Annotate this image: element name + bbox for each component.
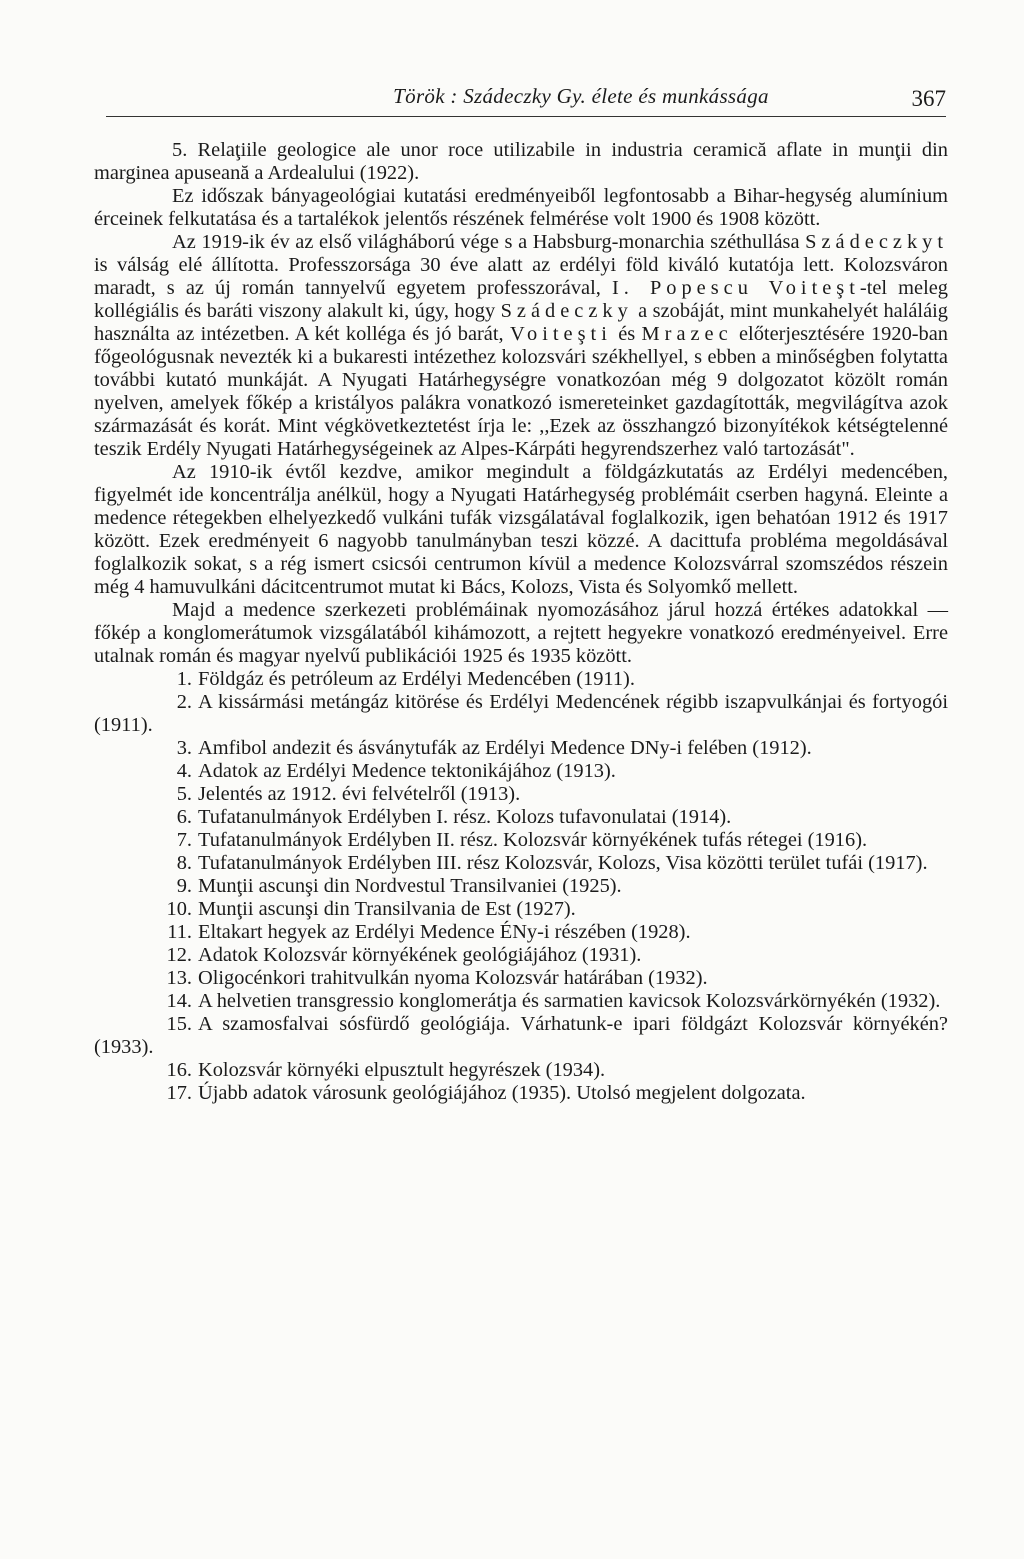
text-run: és (611, 323, 642, 345)
running-title: Török : Szádeczky Gy. élete és munkássága (393, 84, 769, 108)
list-item (94, 898, 948, 921)
list-item (94, 1059, 948, 1082)
list-item-text: Jelentés az 1912. évi felvételről (1913). (198, 783, 521, 805)
list-item-number: 14. (166, 990, 192, 1012)
list-item-text: Adatok az Erdélyi Medence tektonikájához (1913). (198, 760, 616, 782)
list-item (94, 875, 948, 898)
text-run: Az 1919-ik év az első világháború vége s a Habsburg-monarchia széthullása (172, 231, 806, 253)
list-item-number: 8. (176, 852, 192, 874)
list-item-text: Munţii ascunşi din Nordvestul Transilvaniei (1925). (198, 875, 622, 897)
text-run: -tel meleg kollégiális és baráti viszony alakult ki, úgy, hogy (94, 277, 948, 322)
list-item-text: Földgáz és petróleum az Erdélyi Medencében (1911). (198, 668, 635, 690)
list-item (94, 990, 948, 1013)
list-item (94, 967, 948, 990)
list-item-text: Újabb adatok városunk geológiájához (1935). Utolsó megjelent dolgozata. (198, 1082, 806, 1104)
list-item-text: Munţii ascunşi din Transilvania de Est (1927). (198, 898, 576, 920)
list-item (94, 829, 948, 852)
paragraph-1910: Az 1910-ik évtől kezdve, amikor megindult a földgázkutatás az Erdélyi medencében, figyelmét ide koncentrálja anélkül, hogy a Nyugati Határhegység problémáit cserben hagyná. Eleinte a medence rétegekben elhelyezkedő vulkáni tufák vizsgálatával foglalkozik, igen behatóan 1912 és 1917 között. Ezek eredményeit 6 nagyobb tanulmányban teszi közzé. A dacittufa probléma megoldásával foglalkozik sokat, s a rég ismert csicsói centrumon kívül a medence Kolozsvárral szomszédos részein még 4 hamuvulkáni dácitcentrumot mutat ki Bács, Kolozs, Vista és Solyomkő mellett. (94, 461, 948, 598)
text-run: is válság elé állította. Professzorsága 30 éve alatt az erdélyi föld kiváló kutatója lett. Kolozsváron maradt, s az új román tannyelvű egyetem professzorával, (94, 254, 948, 299)
list-item (94, 760, 948, 783)
list-item (94, 1013, 948, 1059)
list-item (94, 921, 948, 944)
list-item-number: 5. (176, 783, 192, 805)
paragraph-basin-structure: Majd a medence szerkezeti problémáinak nyomozásához járul hozzá értékes adatokkal — főkép a konglomerátumok vizsgálatából kihámozott, a rejtett hegyekre vonatkozó eredményeivel. Erre utalnak román és magyar nyelvű publikációi 1925 és 1935 között. (94, 599, 948, 667)
text-run: előterjesztésére 1920-ban főgeológusnak nevezték ki a bukaresti intézethez kolozsvári székhellyel, s ebben a minőségben folytatta további kutató munkáját. A Nyugati Határhegységre vonatkozóan még 9 dolgozatot közölt román nyelven, amelyek főkép a kristályos palákra vonatkozó ismereteinket gazdagították, megvilágítva azok származását és korát. Mint végkövetkeztetést írja le: ,,Ezek az összhangzó bizonyítékok kétségtelenné teszik Erdély Nyugati Határhegységeinek az Alpes-Kárpáti hegyrendszerhez való tartozását". (94, 323, 948, 460)
list-item-text: Eltakart hegyek az Erdélyi Medence ÉNy-i részében (1928). (198, 921, 691, 943)
list-item (94, 783, 948, 806)
list-item (94, 852, 948, 875)
list-item-number: 1. (176, 668, 192, 690)
list-item-number: 3. (176, 737, 192, 759)
list-item-number: 16. (166, 1059, 192, 1081)
list-item (94, 668, 948, 691)
list-item (94, 691, 948, 737)
body-text (94, 139, 948, 1105)
list-item-text: Amfibol andezit és ásványtufák az Erdélyi Medence DNy-i felében (1912). (198, 737, 812, 759)
person-name: Szádeczkyt (805, 231, 948, 253)
list-item-text: A helvetien transgressio konglomerátja és sarmatien kavicsok Kolozsvárkörnyékén (1932). (198, 990, 941, 1012)
list-item-number: 11. (167, 921, 192, 943)
paragraph-1919 (94, 231, 948, 461)
list-item (94, 1082, 948, 1105)
list-item-text: Tufatanulmányok Erdélyben II. rész. Kolozsvár környékének tufás rétegei (1916). (198, 829, 868, 851)
page-number: 367 (911, 86, 946, 111)
publication-list (94, 668, 948, 1105)
person-name: Mrazec (641, 323, 733, 345)
list-item-number: 7. (176, 829, 192, 851)
list-item-text: Oligocénkori trahitvulkán nyoma Kolozsvár határában (1932). (198, 967, 708, 989)
list-item (94, 737, 948, 760)
list-item-text: Adatok Kolozsvár környékének geológiájához (1931). (198, 944, 642, 966)
list-item-text: A szamosfalvai sósfürdő geológiája. Várhatunk-e ipari földgázt Kolozsvár környékén? (1933). (94, 1013, 948, 1058)
list-item-number: 15. (166, 1013, 192, 1035)
list-item-number: 6. (176, 806, 192, 828)
text-run: a szobáját, mint munkahelyét haláláig használta az intézetben. A két kolléga és jó barát, (94, 300, 948, 345)
list-item-number: 17. (166, 1082, 192, 1104)
list-item-text: Tufatanulmányok Erdélyben I. rész. Kolozs tufavonulatai (1914). (198, 806, 732, 828)
paragraph-mining-research: Ez időszak bányageológiai kutatási eredményeiből legfontosabb a Bihar-hegység alumínium érceinek felkutatása és a tartalékok jelentős részének felmérése volt 1900 és 1908 között. (94, 185, 948, 230)
list-item-number: 2. (176, 691, 192, 713)
list-item-number: 9. (176, 875, 192, 897)
list-item-number: 13. (166, 967, 192, 989)
running-head (106, 78, 946, 117)
person-name: Szádeczky (500, 300, 633, 322)
list-item-number: 12. (166, 944, 192, 966)
list-item-text: A kissármási metángáz kitörése és Erdélyi Medencének régibb iszapvulkánjai és fortyogói (1911). (94, 691, 948, 736)
list-item (94, 806, 948, 829)
list-item-number: 10. (166, 898, 192, 920)
list-item-text: Tufatanulmányok Erdélyben III. rész Kolozsvár, Kolozs, Visa közötti terület tufái (1917). (198, 852, 928, 874)
person-name: I. Popescu Voiteşt (611, 277, 860, 299)
person-name: Voiteşti (509, 323, 612, 345)
list-item-number: 4. (176, 760, 192, 782)
paragraph-publication-5: 5. Relaţiile geologice ale unor roce utilizabile in industria ceramică aflate in munţii din marginea apuseană a Ardealului (1922). (94, 139, 948, 184)
list-item (94, 944, 948, 967)
list-item-text: Kolozsvár környéki elpusztult hegyrészek (1934). (198, 1059, 606, 1081)
